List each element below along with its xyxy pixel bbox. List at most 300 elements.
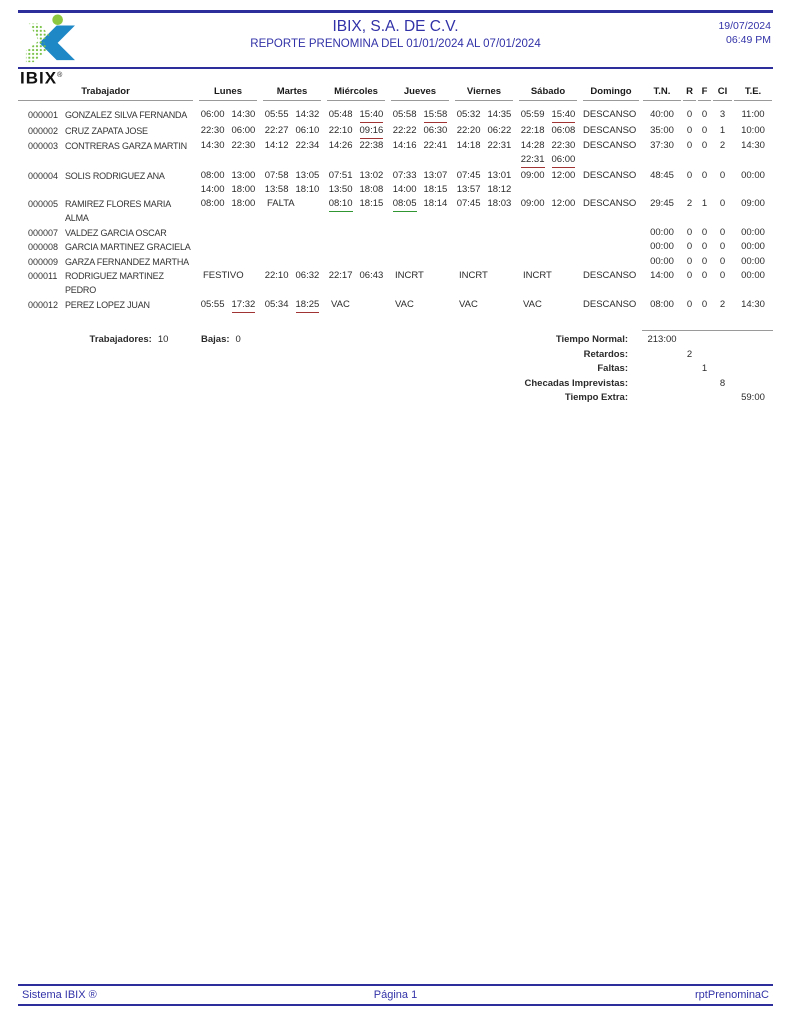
time-value: 22:30 [200,124,225,136]
time-value: 06:22 [487,124,512,136]
table-body [18,108,773,313]
time-value: 06:32 [295,270,320,281]
table-row [18,124,773,139]
day-cell-lunes [196,169,260,197]
summary-label-r: Retardos: [583,348,628,360]
time-line [452,139,516,153]
day-cell-lunes [196,124,260,138]
summary-row [18,362,773,376]
time-line [516,197,580,211]
day-status-label: INCRT [523,270,552,281]
table-row [18,169,773,197]
total-normal-time: 37:30 [650,140,674,151]
count-retardos: 0 [686,241,693,252]
day-cell-martes [260,269,324,283]
column-header-ci: CI [713,86,732,101]
time-value: 22:27 [264,124,289,136]
time-value: 22:17 [328,270,353,281]
count-faltas: 0 [701,255,708,267]
count-checadas-imprevistas: 0 [719,255,726,267]
time-value: 06:10 [295,124,320,136]
time-line [516,153,580,168]
time-line [452,108,516,122]
day-cell-lunes [196,197,260,211]
worker-name: GONZALEZ SILVA FERNANDA [65,110,188,120]
day-cell-jueves [388,197,452,212]
time-line [260,124,324,138]
time-line [452,124,516,138]
summary-label-f: Faltas: [597,363,628,374]
worker-id: 000004 [28,170,59,181]
total-extra-time: 11:00 [741,109,765,120]
day-status-label: DESCANSO [583,124,637,136]
trabajadores-count [62,333,196,347]
table-row [18,240,773,254]
count-faltas: 0 [701,298,708,310]
day-cell-viernes [452,169,516,197]
time-value: 14:12 [264,140,289,151]
table-row [18,298,773,313]
time-value: 05:48 [328,109,353,120]
table-row [18,269,773,297]
time-value: 07:33 [392,169,417,181]
table-row [18,197,773,225]
time-line [388,183,452,197]
total-normal-time: 08:00 [650,298,674,310]
time-line [516,108,580,123]
time-value: 22:41 [423,140,448,151]
day-cell-martes [260,124,324,138]
time-value: 14:35 [487,109,512,120]
time-value: 13:00 [231,169,256,181]
count-retardos: 0 [686,109,693,120]
time-line [388,108,452,123]
day-cell-sabado [516,108,580,123]
time-line [260,169,324,183]
time-line [388,139,452,153]
day-cell-sabado [516,169,580,183]
day-cell-domingo [580,169,642,183]
time-value: 14:16 [392,140,417,151]
worker-id: 000009 [28,256,59,267]
time-value: 18:00 [231,183,256,195]
time-value: 14:28 [520,140,545,151]
time-line [324,108,388,123]
worker-name: PEREZ LOPEZ JUAN [65,299,150,310]
day-status-label: INCRT [459,270,488,281]
time-value: 18:00 [231,198,256,209]
logo-dot [52,14,63,25]
worker-id: 000012 [28,299,59,310]
day-cell-jueves [388,124,452,138]
day-status-label: DESCANSO [583,169,637,181]
day-cell-domingo [580,197,642,211]
time-line [196,139,260,153]
time-checada-imprevista: 15:40 [552,108,576,123]
time-checada-imprevista: 17:32 [232,298,256,313]
worker-name: CONTRERAS GARZA MARTIN [65,141,187,151]
trabajadores-label: Trabajadores: [89,334,152,345]
time-value: 07:58 [264,169,289,181]
time-value: 18:14 [423,198,448,209]
ibix-logo-icon [20,14,78,64]
time-value: 18:15 [423,183,448,195]
column-header-f: F [698,86,711,101]
day-cell-domingo [580,108,642,122]
time-line [260,139,324,153]
column-header-jueves: Jueves [391,86,449,101]
count-checadas-imprevistas: 1 [719,124,726,136]
time-line [196,169,260,183]
time-value: 18:10 [295,183,320,195]
time-value: 05:55 [264,109,289,120]
worker-id: 000001 [28,110,59,120]
time-value: 14:18 [456,140,481,151]
total-normal-time: 00:00 [650,241,674,252]
time-line [260,269,324,283]
time-value: 18:12 [487,183,512,195]
day-status-label: VAC [331,298,350,310]
count-checadas-imprevistas: 0 [719,226,726,238]
time-value: 13:01 [487,169,512,181]
report-title: IBIX, S.A. DE C.V. [332,18,459,35]
time-value: 05:32 [456,109,481,120]
time-line [516,139,580,153]
summary-row [18,377,773,391]
time-value: 05:55 [200,298,225,310]
logo-text: IBIX® [20,68,64,88]
time-line [516,169,580,183]
summary-label-tn: Tiempo Normal: [555,334,628,345]
time-value: 08:00 [200,198,225,209]
time-value: 14:30 [231,109,256,120]
day-cell-miercoles [324,298,388,312]
trabajadores-value: 10 [157,334,169,345]
day-cell-jueves [388,108,452,123]
time-value: 05:34 [264,298,289,310]
total-normal-time: 14:00 [650,270,674,281]
time-line [324,139,388,153]
worker-name: GARCIA MARTINEZ GRACIELA [65,242,191,252]
time-value: 07:45 [456,198,481,209]
page-footer [18,984,773,1006]
summary-label-te: Tiempo Extra: [564,392,628,403]
day-status-label: VAC [523,298,542,310]
time-retardo: 08:10 [329,197,353,212]
count-faltas: 0 [701,109,708,120]
worker-name: SOLIS RODRIGUEZ ANA [65,170,165,181]
table-row [18,226,773,240]
time-value: 07:45 [456,169,481,181]
column-header-martes: Martes [263,86,321,101]
total-normal-time: 40:00 [650,109,674,120]
time-line [324,169,388,183]
report-date: 19/07/2024 [718,20,771,32]
company-logo [20,14,90,86]
day-cell-miercoles [324,197,388,212]
day-cell-miercoles [324,124,388,139]
time-checada-imprevista: 06:00 [552,153,576,168]
column-header-lunes: Lunes [199,86,257,101]
time-value: 14:30 [200,140,225,151]
worker-id: 000007 [28,227,59,238]
bajas-value: 0 [235,334,241,345]
time-value: 06:00 [231,124,256,136]
count-retardos: 0 [686,169,693,181]
total-normal-time: 48:45 [650,169,674,181]
time-line [388,197,452,212]
time-value: 22:18 [520,124,545,136]
time-value: 22:30 [551,140,576,151]
total-normal-time: 35:00 [650,124,674,136]
day-status-label: DESCANSO [583,270,637,281]
time-line [324,269,388,283]
day-cell-domingo [580,269,642,283]
day-cell-jueves [388,298,452,312]
column-header-r: R [683,86,696,101]
total-extra-time: 00:00 [741,255,765,267]
summary-label-ci: Checadas Imprevistas: [524,377,628,389]
time-value: 06:43 [359,270,384,281]
time-checada-imprevista: 15:40 [360,108,384,123]
day-cell-martes [260,139,324,153]
time-retardo: 08:05 [393,197,417,212]
time-value: 07:51 [328,169,353,181]
time-value: 14:00 [200,183,225,195]
time-line [452,169,516,183]
day-cell-domingo [580,298,642,312]
worker-id: 000003 [28,141,59,151]
footer-system-name: Sistema IBIX ® [22,989,97,1001]
column-header-te: T.E. [734,86,772,101]
time-line [452,183,516,197]
day-cell-lunes [196,298,260,313]
day-cell-sabado [516,269,580,283]
summary-row [18,348,773,362]
worker-name: GARZA FERNANDEZ MARTHA [65,256,189,267]
time-value: 08:00 [200,169,225,181]
count-checadas-imprevistas: 0 [719,241,726,252]
summary-area [18,330,773,406]
time-value: 13:57 [456,183,481,195]
count-faltas: 0 [701,124,708,136]
time-value: 14:32 [295,109,320,120]
day-cell-lunes [196,269,260,283]
total-normal-time: 29:45 [650,198,674,209]
time-value: 14:26 [328,140,353,151]
worker-name: RODRIGUEZ MARTINEZ PEDRO [65,271,164,295]
time-value: 13:58 [264,183,289,195]
total-extra-time: 00:00 [741,241,765,252]
total-extra-time: 10:00 [741,124,765,136]
day-cell-domingo [580,124,642,138]
count-checadas-imprevistas: 0 [719,270,726,281]
day-cell-jueves [388,269,452,283]
day-cell-sabado [516,197,580,211]
bajas-label: Bajas: [201,334,230,345]
count-faltas: 0 [701,270,708,281]
table-row [18,108,773,123]
day-status-label: INCRT [395,270,424,281]
time-line [196,197,260,211]
time-value: 22:31 [487,140,512,151]
time-value: 18:15 [359,198,384,209]
count-retardos: 2 [686,198,693,209]
time-value: 13:50 [328,183,353,195]
worker-name: VALDEZ GARCIA OSCAR [65,227,167,238]
day-cell-martes [260,108,324,122]
count-retardos: 0 [686,226,693,238]
header-bottom-rule [18,67,773,69]
time-line [196,108,260,122]
table-header-row [18,86,773,101]
total-extra-time: 00:00 [741,270,765,281]
day-status-label: VAC [459,298,478,310]
day-status-label: DESCANSO [583,298,637,310]
time-value: 22:30 [231,140,256,151]
day-cell-viernes [452,108,516,122]
day-status-label: VAC [395,298,414,310]
time-line [196,183,260,197]
worker-id: 000011 [28,271,58,281]
day-cell-viernes [452,269,516,283]
time-line [452,197,516,211]
time-value: 09:00 [520,169,545,181]
report-time: 06:49 PM [726,34,771,46]
day-status-label: DESCANSO [583,198,637,209]
total-extra-time: 00:00 [741,169,765,181]
prenomina-table [18,86,773,406]
worker-name: RAMIREZ FLORES MARIA ALMA [65,199,171,223]
time-value: 22:10 [264,270,289,281]
count-checadas-imprevistas: 0 [719,198,726,209]
table-row [18,255,773,269]
totals-separator-line [642,330,773,332]
total-extra-time: 14:30 [741,140,765,151]
bajas-count [196,333,260,347]
summary-value-r: 2 [686,348,693,360]
header-top-rule [18,10,773,13]
time-line [388,169,452,183]
time-line [196,124,260,138]
day-status-label: FESTIVO [203,270,244,281]
summary-row [18,391,773,405]
time-value: 22:20 [456,124,481,136]
time-line [196,298,260,313]
day-status-label: DESCANSO [583,109,637,120]
time-line [260,183,324,197]
day-cell-lunes [196,139,260,153]
datetime-block [718,19,771,47]
time-line [324,183,388,197]
time-value: 18:08 [359,183,384,195]
count-retardos: 0 [686,255,693,267]
time-value: 18:03 [487,198,512,209]
summary-value-te: 59:00 [741,392,765,403]
summary-row [18,333,773,347]
column-header-tn: T.N. [643,86,681,101]
total-normal-time: 00:00 [650,255,674,267]
count-checadas-imprevistas: 0 [719,169,726,181]
table-row [18,139,773,168]
column-header-domingo: Domingo [583,86,639,101]
worker-id: 000002 [28,125,59,136]
time-value: 22:38 [359,140,384,151]
day-cell-viernes [452,298,516,312]
time-value: 06:30 [423,124,448,136]
day-cell-miercoles [324,269,388,283]
time-value: 12:00 [551,169,576,181]
day-cell-viernes [452,197,516,211]
time-line [324,124,388,139]
day-cell-miercoles [324,139,388,153]
time-line [516,124,580,138]
day-cell-viernes [452,139,516,153]
time-value: 13:07 [423,169,448,181]
count-checadas-imprevistas: 3 [719,109,726,120]
footer-bottom-rule [18,1004,773,1006]
day-cell-sabado [516,124,580,138]
time-checada-imprevista: 15:58 [424,108,448,123]
time-value: 13:02 [359,169,384,181]
day-cell-martes [260,197,324,211]
count-retardos: 0 [686,124,693,136]
worker-id: 000005 [28,199,59,209]
day-cell-miercoles [324,108,388,123]
count-faltas: 1 [701,198,708,209]
time-value: 12:00 [551,198,576,209]
day-cell-miercoles [324,169,388,197]
time-value: 14:00 [392,183,417,195]
day-cell-domingo [580,139,642,153]
day-cell-martes [260,169,324,197]
time-value: 05:59 [520,109,545,120]
column-header-trabajador: Trabajador [18,86,193,101]
count-faltas: 0 [701,169,708,181]
total-extra-time: 00:00 [741,226,765,238]
footer-page-number: Página 1 [373,989,418,1001]
day-cell-martes [260,298,324,313]
total-extra-time: 09:00 [741,198,765,209]
day-cell-jueves [388,139,452,153]
count-checadas-imprevistas: 2 [719,298,726,310]
day-status-label: DESCANSO [583,140,637,151]
day-status-label: FALTA [267,198,295,209]
time-checada-imprevista: 22:31 [521,153,545,168]
day-cell-lunes [196,108,260,122]
time-checada-imprevista: 09:16 [360,124,384,139]
time-value: 06:08 [551,124,576,136]
time-value: 22:22 [392,124,417,136]
day-cell-jueves [388,169,452,197]
summary-value-f: 1 [701,363,708,374]
total-extra-time: 14:30 [741,298,765,310]
time-value: 22:34 [295,140,320,151]
count-retardos: 0 [686,270,693,281]
count-faltas: 0 [701,226,708,238]
time-line [260,298,324,313]
count-retardos: 0 [686,298,693,310]
day-cell-viernes [452,124,516,138]
time-line [260,108,324,122]
worker-name: CRUZ ZAPATA JOSE [65,125,148,136]
time-value: 22:10 [328,124,353,136]
count-faltas: 0 [701,241,708,252]
time-value: 13:05 [295,169,320,181]
column-header-miercoles: Miércoles [327,86,385,101]
title-block [120,17,671,52]
footer-report-id: rptPrenominaC [695,989,769,1001]
